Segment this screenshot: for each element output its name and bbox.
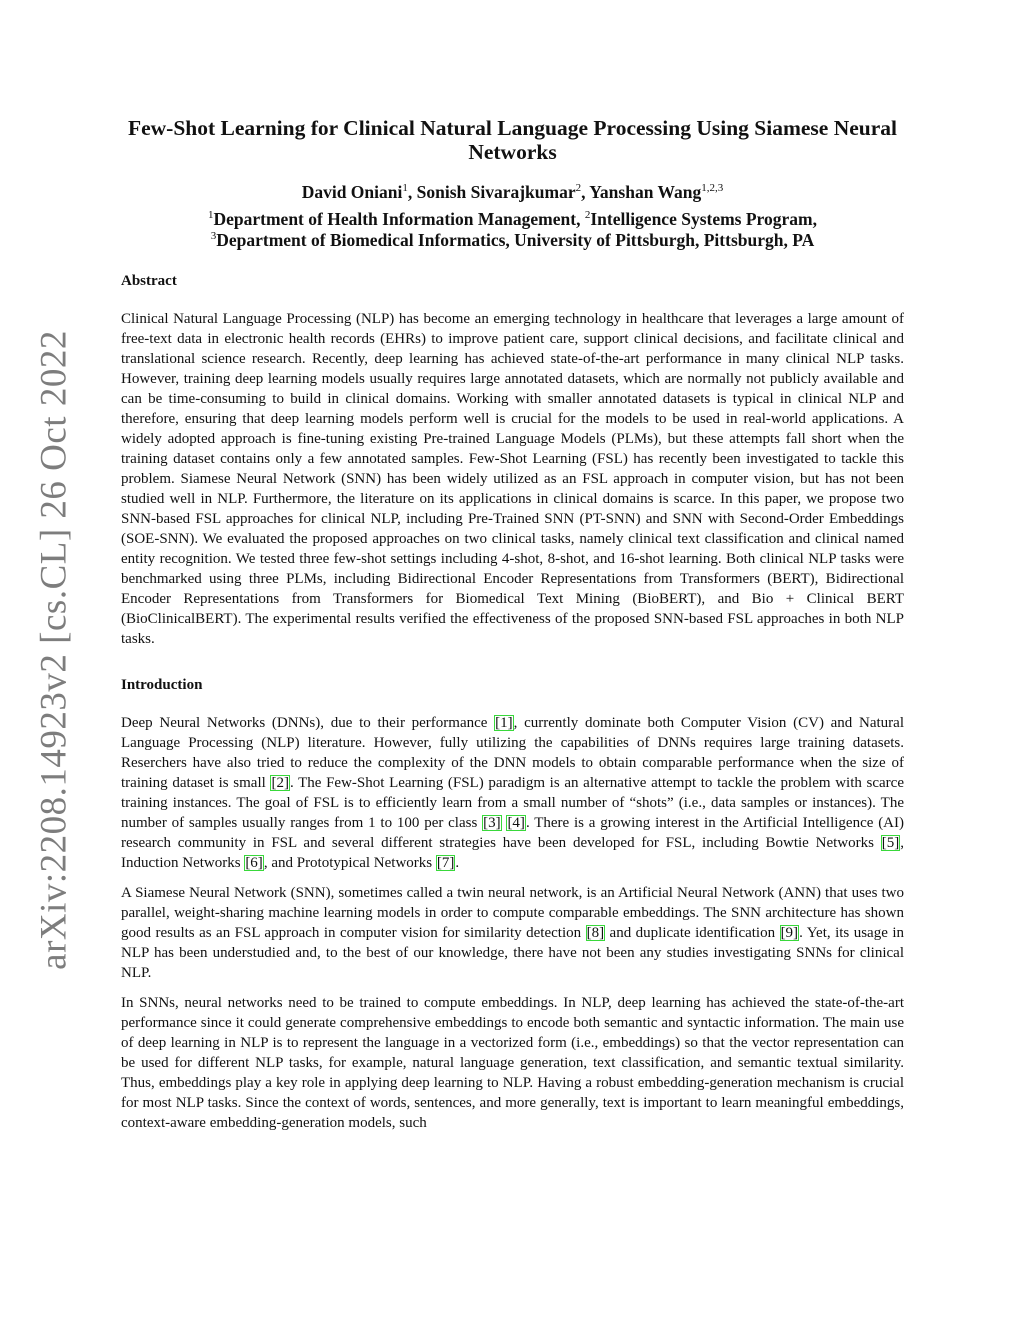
affiliations [121, 209, 904, 251]
paragraph-text: , currently dominate both Computer Vision (CV) and Natural Language Processing (NLP) literature. However, fully utilizing the capabilities of DNNs requires large training datasets. Reserchers have also tried to reduce the complexity of the DNN models to obtain comparable performance when the size of training dataset is small [121, 715, 904, 791]
citation-link[interactable]: [7] [436, 855, 455, 871]
introduction-paragraph [121, 883, 904, 983]
author-name: David Oniani [301, 182, 403, 202]
citation-link[interactable]: [8] [586, 925, 605, 941]
affiliation-mark: 2 [584, 209, 591, 222]
affiliation: Department of Health Information Management, [213, 209, 585, 229]
citation-link[interactable]: [5] [881, 835, 900, 851]
author-affiliation-mark: 1 [402, 182, 408, 195]
paper-title: Few-Shot Learning for Clinical Natural Language Processing Using Siamese Neural Networks [127, 116, 897, 164]
citation-link[interactable]: [9] [780, 925, 799, 941]
paragraph-text: Deep Neural Networks (DNNs), due to their performance [121, 715, 495, 731]
arxiv-stamp [14, 330, 94, 970]
citation-link[interactable]: [1] [495, 715, 513, 731]
paper-page [121, 116, 904, 1143]
paragraph-text: . [455, 855, 460, 871]
citation-link[interactable]: [4] [507, 815, 525, 831]
introduction-paragraph: In SNNs, neural networks need to be trained to compute embeddings. In NLP, deep learning has achieved the state-of-the-art performance since it could generate comprehensive embeddings to encode both semantic and syntactic information. The main use of deep learning in NLP is to represent the language in a vectorized form (i.e., embeddings) so that the vector representation can be used for different NLP tasks, for example, natural language generation, text classification, and semantic textual similarity. Thus, embeddings play a key role in applying deep learning to NLP. Having a robust embedding-generation mechanism is crucial for most NLP tasks. Since the context of words, sentences, and more generally, text is important to learn meaningful embeddings, context-aware embedding-generation models, such [121, 995, 904, 1131]
paragraph-text: . The Few-Shot Learning (FSL) paradigm is an alternative attempt to tackle the problem with scarce training instances. The goal of FSL is to efficiently learn from a small number of “shots” (i.e., data samples or instances). The number of samples usually ranges from 1 to 100 per class [121, 775, 904, 831]
paragraph-text: , Induction Networks [121, 835, 904, 871]
abstract-heading: Abstract [121, 273, 177, 289]
arxiv-id: arXiv:2208.14923v2 [cs.CL] 26 Oct 2022 [33, 330, 75, 970]
author-list: David Oniani$^1$, Sonish Sivarajkumar$^2$, Yanshan Wang$^{1,2,3}$ [301, 182, 724, 202]
author-affiliation-mark: 2 [575, 182, 582, 195]
introduction-paragraph [121, 713, 904, 873]
introduction-heading: Introduction [121, 677, 203, 693]
citation-link[interactable]: [3] [483, 815, 501, 831]
affiliation: Department of Biomedical Informatics, University of Pittsburgh, Pittsburgh, PA [216, 230, 815, 250]
paragraph-text: and duplicate identification [605, 925, 780, 941]
citation-link[interactable]: [6] [245, 855, 263, 871]
author-name: Yanshan Wang [589, 182, 702, 202]
abstract-text: Clinical Natural Language Processing (NLP) has become an emerging technology in healthcare that leverages a large amount of free-text data in electronic health records (EHRs) to improve patient care, support clinical decisions, and facilitate clinical and translational science research. Recently, deep learning has achieved state-of-the-art performance in many clinical NLP tasks. However, training deep learning models usually requires large annotated datasets, which are normally not publicly available and can be time-consuming to build in clinical domains. Working with smaller annotated datasets is typical in clinical NLP and therefore, ensuring that deep learning models perform well is crucial for the models to be used in real-world applications. A widely adopted approach is fine-tuning existing Pre-trained Language Models (PLMs), but these attempts fall short when the training dataset contains only a few annotated samples. Few-Shot Learning (FSL) has recently been investigated to tackle this problem. Siamese Neural Network (SNN) has been widely utilized as an FSL approach in computer vision, but has not been studied well in NLP. Furthermore, the literature on its applications in clinical domains is scarce. In this paper, we propose two SNN-based FSL approaches for clinical NLP, including Pre-Trained SNN (PT-SNN) and SNN with Second-Order Embeddings (SOE-SNN). We evaluated the proposed approaches on two clinical tasks, namely clinical text classification and clinical named entity recognition. We tested three few-shot settings including 4-shot, 8-shot, and 16-shot learning. Both clinical NLP tasks were benchmarked using three PLMs, including Bidirectional Encoder Representations from Transformers (BERT), Bidirectional Encoder Representations from Transformers for Biomedical Text Mining (BioBERT), and Bio + Clinical BERT (BioClinicalBERT). The experimental results verified the effectiveness of the proposed SNN-based FSL approaches in both NLP tasks. [121, 311, 904, 647]
affiliation: Intelligence Systems Program, [590, 209, 817, 229]
author-affiliation-mark: 1,2,3 [701, 182, 724, 195]
author-name: Sonish Sivarajkumar [416, 182, 576, 202]
citation-link[interactable]: [2] [271, 775, 289, 791]
affiliation-mark: 3 [210, 230, 217, 243]
affiliation-mark: 1 [208, 209, 214, 222]
paragraph-text: . Yet, its usage in NLP has been understudied and, to the best of our knowledge, there have not been any studies investigating SNNs for clinical NLP. [121, 925, 905, 981]
paragraph-text: . There is a growing interest in the Artificial Intelligence (AI) research community in FSL and several different strategies have been developed for FSL, including Bowtie Networks [121, 815, 905, 851]
paragraph-text: , and Prototypical Networks [263, 855, 436, 871]
paragraph-text: A Siamese Neural Network (SNN), sometimes called a twin neural network, is an Artificial Neural Network (ANN) that uses two parallel, weight-sharing machine learning models in order to compute comparable embeddings. The SNN architecture has shown good results as an FSL approach in computer vision for similarity detection [121, 885, 904, 941]
